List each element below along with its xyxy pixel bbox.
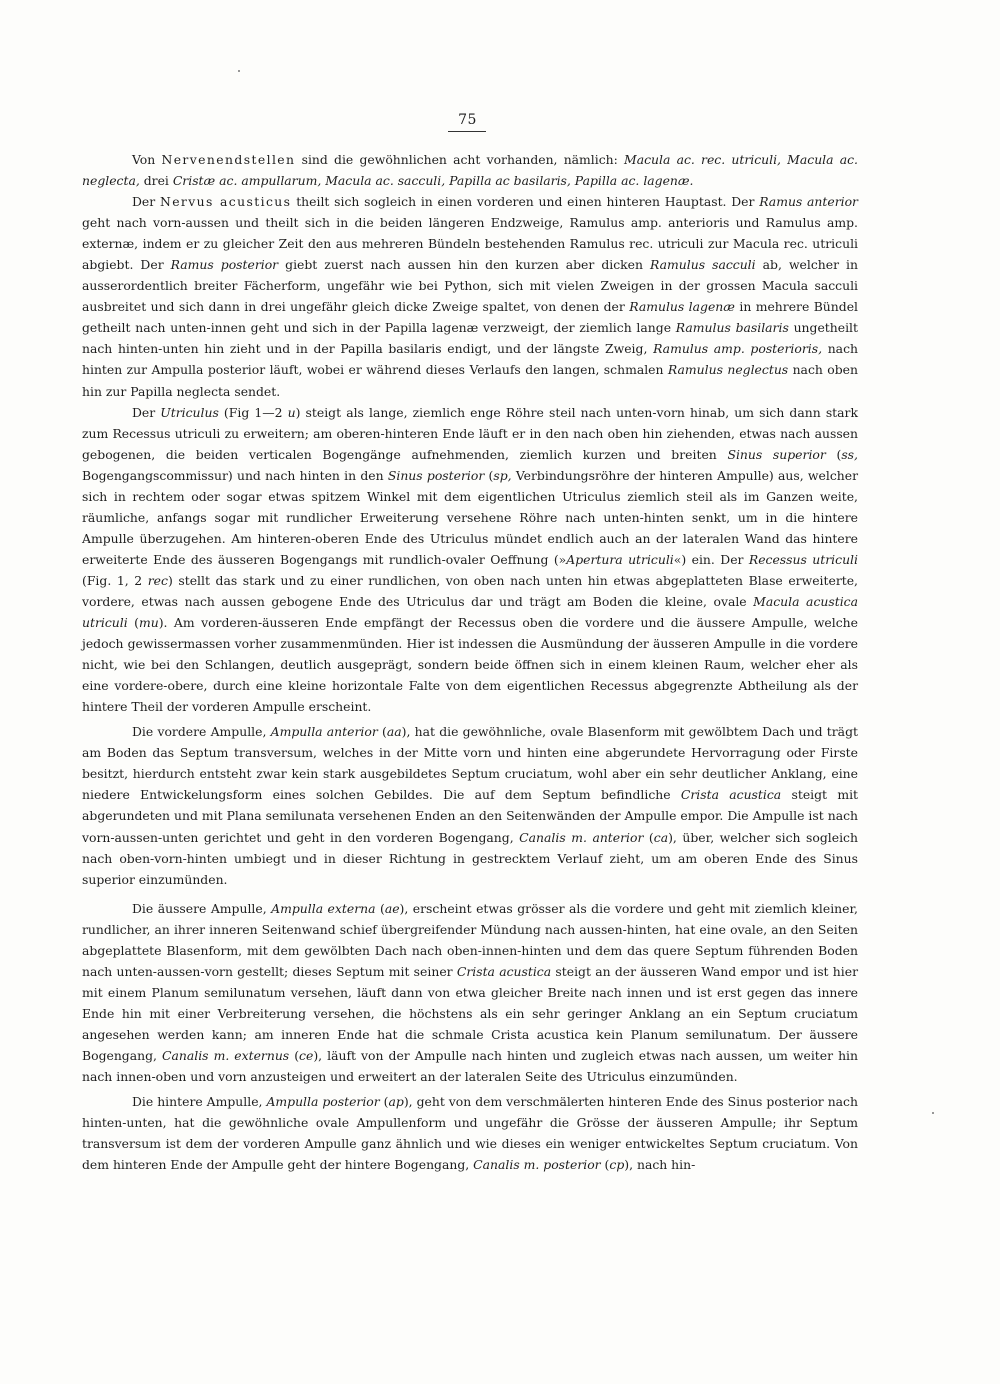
text-run: ( [127, 615, 139, 631]
italic-term: Ramulus basilaris [675, 320, 789, 336]
italic-term: ae [384, 900, 400, 916]
italic-term: rec [147, 572, 168, 588]
text-run: ( [825, 446, 842, 462]
italic-term: Cristæ ac. ampullarum, Macula ac. sacculi, Papilla ac basilaris, Papilla ac. lagenæ. [172, 173, 694, 189]
text-run: ungetheilt nach hinten-unten hin zieht und in der Papilla basilaris endigt, und der längste Zweig, [82, 320, 858, 357]
italic-term: Ampulla posterior [266, 1094, 380, 1110]
paragraph-ampulla-anterior [82, 721, 858, 889]
paragraph-utriculus [82, 402, 858, 718]
italic-term: ca [653, 829, 669, 845]
page-number-rule [448, 131, 486, 132]
text-run: ( [377, 724, 387, 740]
text-run: Der [132, 404, 161, 420]
italic-term: Crista acustica [680, 787, 782, 803]
text-run: drei [139, 173, 173, 189]
text-run: ). Am vorderen-äusseren Ende empfängt der Recessus oben die vordere und die äussere Ampulle, welche jedoch gewissermassen vorher zusammenmünden. Hier ist indessen die Ausmündung der äusseren Ampulle in die vordere nicht, wie bei den Schlangen, deutlich ausgeprägt, sondern beide öffnen sich in einem kleinen Raum, welcher eher als eine vordere-obere, durch eine kleine horizontale Falte von dem eigentlichen Recessus abgegrenzte Abtheilung als der hintere Theil der vorderen Ampulle erscheint. [82, 615, 858, 715]
text-run: in mehrere Bündel getheilt nach unten-innen geht und sich in der Papilla lagenæ verzweigt, der ziemlich lange [82, 299, 858, 336]
spaced-term: Nervenendstellen [161, 152, 296, 167]
paragraph-ampulla-posterior [82, 1091, 858, 1175]
italic-term: aa [386, 724, 402, 740]
italic-term: Canalis m. externus [162, 1047, 290, 1063]
italic-term: Ramulus sacculi [650, 257, 756, 273]
page-number: 75 [458, 112, 477, 128]
italic-term: Apertura utriculi [566, 551, 674, 567]
text-run: steigt mit abgerundeten und mit Plana semilunata versehenen Enden an den Seitenwänden der Ampulle empor. Die Ampulle ist nach vorn-aussen-unten gerichtet und geht in den vorderen Bogengang, [82, 787, 859, 845]
text-run: (Fig 1—2 [218, 404, 288, 420]
text-run: Die vordere Ampulle, [132, 724, 271, 740]
italic-term: ss, [841, 446, 858, 462]
text-run: ), erscheint etwas grösser als die vordere und geht mit ziemlich kleiner, rundlicher, an ihrer inneren Seitenwand schief übergreifender Mündung nach aussen-hinten, hat eine ovale, an den Seiten abgeplattete Blasenform, mit dem gewölbten Dach nach oben-innen-hinten und dem das quere Septum führenden Boden nach unten-aussen-vorn gestellt; dieses Septum mit seiner [82, 900, 858, 979]
text-run: ) stellt das stark und zu einer rundlichen, von oben nach unten hin etwas abgeplatteten Blase erweiterte, vordere, etwas nach aussen gebogene Ende des Utriculus dar und trägt am Boden die kleine, ovale [82, 572, 858, 609]
italic-term: Ampulla anterior [270, 724, 378, 740]
text-run: steigt an der äusseren Wand empor und ist hier mit einem Planum semilunatum versehen, läuft dann von etwa gleicher Breite nach innen und ist erst gegen das innere Ende hin mit einer Verbreiterung versehen, die höchstens als ein sehr geringer Anklang an ein Septum cruciatum angesehen werden kann; am inneren Ende hat die schmale Crista acustica kein Planum semilunatum. Der äussere Bogengang, [82, 963, 858, 1063]
text-run: «) ein. Der [673, 551, 749, 567]
text-run: ( [375, 900, 385, 916]
italic-term: Ramulus lagenæ [629, 299, 735, 315]
text-run: theilt sich sogleich in einen vorderen und einen hinteren Hauptast. Der [291, 194, 760, 210]
text-run: Die äussere Ampulle, [132, 900, 272, 916]
italic-term: mu [138, 615, 159, 631]
text-run: ( [484, 467, 494, 483]
text-run: Die hintere Ampulle, [132, 1094, 267, 1110]
italic-term: Crista acustica [456, 963, 552, 979]
text-run: Der [132, 194, 160, 210]
italic-term: cp [609, 1157, 625, 1173]
italic-term: Recessus utriculi [748, 551, 858, 567]
italic-term: ap [388, 1094, 404, 1110]
text-run: ), geht von dem verschmälerten hinteren Ende des Sinus posterior nach hinten-unten, hat die gewöhnliche ovale Ampullenform und ungefähr die Grösse der äusseren Ampulle; ihr Septum transversum ist dem der vorderen Ampulle ganz ähnlich und wie dieses ein weniger entwickeltes Septum cruciatum. Von dem hinteren Ende der Ampulle geht der hintere Bogengang, [82, 1094, 858, 1173]
text-run: ab, welcher in ausserordentlich breiter Fächerform, ungefähr wie bei Python, sich mit vielen Zweigen in der grossen Macula sacculi ausbreitet und sich dann in drei ungefähr gleich dicke Zweige spaltet, von denen der [82, 257, 858, 315]
italic-term: Sinus posterior [387, 467, 485, 483]
text-run: ), nach hin- [624, 1157, 696, 1173]
paragraph-ampulla-externa [82, 898, 858, 1087]
paragraph-nervenendstellen [82, 149, 858, 191]
italic-term: Sinus superior [727, 446, 826, 462]
italic-term: u [287, 404, 296, 420]
text-run: Verbindungsröhre der hinteren Ampulle) aus, welcher sich in rechtem oder sogar etwas spitzem Winkel mit dem eigentlichen Utriculus ziemlich steil als im Ganzen weite, räumliche, anfangs sogar mit rundlicher Erweiterung versehene Röhre nach unten-hinten senkt, um in die hintere Ampulle überzugehen. Am hinteren-oberen Ende des Utriculus mündet endlich auch an der lateralen Wand das hintere erweiterte Ende des äusseren Bogengangs mit rundlich-ovaler Oeffnung (» [82, 467, 859, 567]
text-run: ( [600, 1157, 610, 1173]
scan-speck [238, 70, 240, 72]
spaced-term: Nervus acusticus [159, 194, 292, 210]
text-run: ( [643, 829, 654, 845]
italic-term: Canalis m. anterior [519, 829, 644, 845]
text-run: ), hat die gewöhnliche, ovale Blasenform mit gewölbtem Dach und trägt am Boden das Septum transversum, welches in der Mitte vorn und hinten eine abgerundete Hervorragung oder Firste besitzt, hierdurch entsteht zwar kein stark ausgebildetes Septum cruciatum, wohl aber ein sehr deutlicher Anklang, eine niedere Entwickelungsform eines solchen Gebildes. Die auf dem Septum befindliche [82, 724, 858, 803]
italic-term: Canalis m. posterior [473, 1157, 601, 1173]
text-run: ( [289, 1047, 300, 1063]
text-run: giebt zuerst nach aussen hin den kurzen aber dicken [278, 257, 651, 273]
italic-term: Macula ac. rec. utriculi, Macula ac. neglecta, [82, 152, 858, 189]
text-run: geht nach vorn-aussen und theilt sich in die beiden längeren Endzweige, Ramulus amp. anterioris und Ramulus amp. externæ, indem er zu gleicher Zeit den aus mehreren Bündeln bestehenden Ramulus rec. utriculi zur Macula rec. utriculi abgiebt. Der [82, 215, 858, 273]
text-run: Von [132, 152, 162, 167]
italic-term: Ramus anterior [759, 194, 858, 210]
italic-term: Macula acustica utriculi [82, 593, 858, 631]
text-run: nach oben hin zur Papilla neglecta sendet. [82, 362, 858, 399]
body-text [82, 149, 858, 1175]
italic-term: Ampulla externa [271, 900, 376, 916]
italic-term: Ramulus neglectus [667, 362, 789, 378]
text-run: sind die gewöhnlichen acht vorhanden, nämlich: [295, 152, 625, 167]
paragraph-nervus-acusticus [82, 191, 858, 401]
scan-speck [932, 1112, 934, 1114]
text-run: ) steigt als lange, ziemlich enge Röhre steil nach unten-vorn hinab, um sich dann stark zum Recessus utriculi zu erweitern; am oberen-hinteren Ende läuft er in den nach oben hin ziehenden, etwas nach aussen gebogenen, die beiden verticalen Bogengänge aufnehmenden, ziemlich kurzen und breiten [82, 404, 858, 462]
text-run: ( [379, 1094, 389, 1110]
italic-term: Ramulus amp. posterioris, [653, 341, 823, 357]
text-run: Bogengangscommissur) und nach hinten in den [82, 467, 388, 483]
text-run: ), läuft von der Ampulle nach hinten und zugleich etwas nach aussen, um weiter hin nach innen-oben und vorn anzusteigen und erweitert an der lateralen Seite des Utriculus einzumünden. [82, 1047, 858, 1085]
italic-term: Ramus posterior [170, 257, 279, 273]
text-run: nach hinten zur Ampulla posterior läuft, wobei er während dieses Verlaufs den langen, schmalen [82, 341, 858, 378]
text-run: ), über, welcher sich sogleich nach oben-vorn-hinten umbiegt und in dieser Richtung in gestrecktem Verlauf zieht, um am oberen Ende des Sinus superior einzumünden. [82, 829, 858, 887]
italic-term: sp, [493, 467, 512, 483]
text-run: (Fig. 1, 2 [82, 572, 148, 588]
italic-term: Utriculus [160, 404, 219, 420]
italic-term: ce [299, 1047, 314, 1063]
